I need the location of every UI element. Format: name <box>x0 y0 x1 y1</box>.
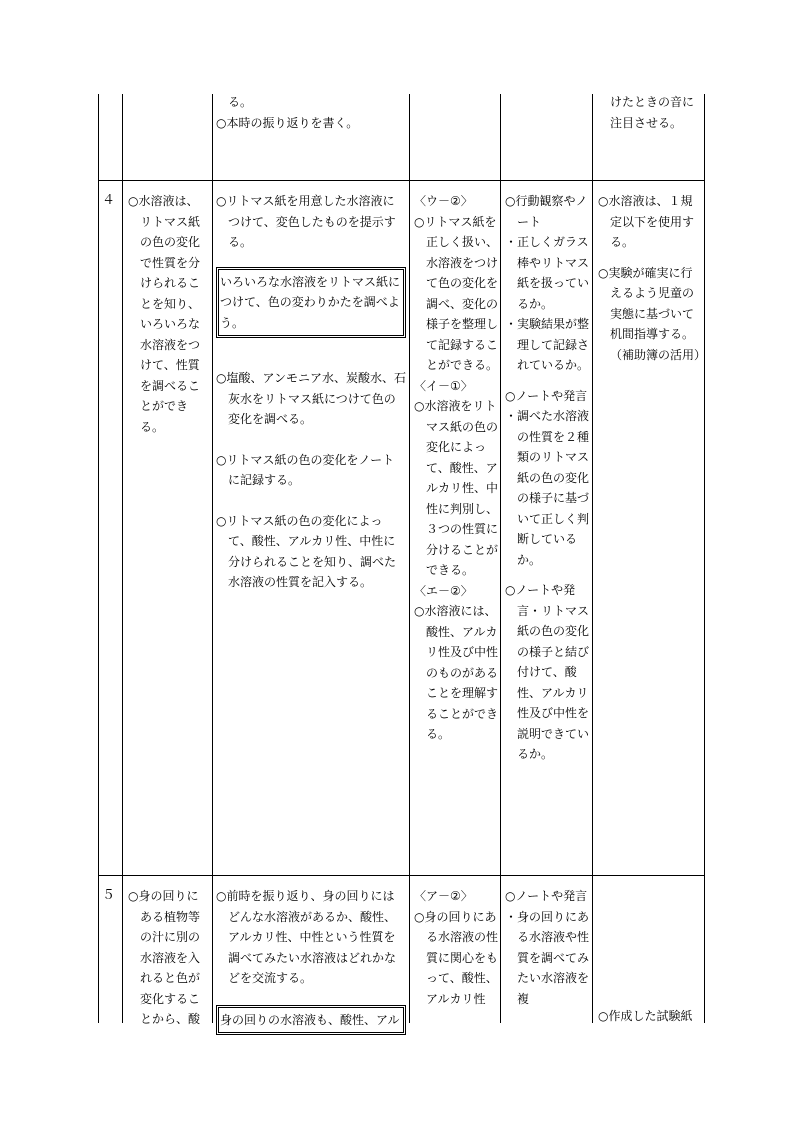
activity-text: ○リトマス紙を用意した水溶液につけて、変色したものを提示する。 <box>216 194 396 249</box>
row-number: ４ <box>102 193 116 208</box>
evaluation-label: 〈ア－②〉 <box>414 889 473 903</box>
learning-task-box <box>216 267 406 339</box>
evaluation-label: 〈ウ－②〉 <box>414 194 473 208</box>
note-text: けたときの音に <box>610 95 695 109</box>
method-text: ・正しくガラス棒やリトマス紙を扱っているか。 <box>505 235 590 311</box>
evaluation-label: 〈エ－②〉 <box>414 583 473 598</box>
row-0-notes <box>598 92 702 133</box>
note-text: ○実験が確実に行えるよう児童の実態に基づいて机間指導する。（補助簿の活用） <box>598 265 707 362</box>
evaluation-text: ○水溶液をリトマス紙の色の変化によって、酸性、アルカリ性、中性に判別し、３つの性質に分けることができる。 <box>414 399 499 577</box>
column-divider <box>592 94 593 1023</box>
row-2-method <box>505 886 590 1009</box>
learning-task-text: 身の回りの水溶液も、酸性、アル <box>220 1012 400 1027</box>
table-border-left <box>98 94 99 1023</box>
goal-text: ○身の回りにある植物等の汁に別の水溶液を入れると色が変化することから、酸 <box>128 889 201 1026</box>
learning-task-text: いろいろな水溶液をリトマス紙につけて、色の変わりかたを調べよう。 <box>220 274 401 330</box>
row-2-activities <box>216 886 406 1035</box>
row-2-notes <box>598 1006 702 1027</box>
method-text: ○ノートや発言 <box>505 388 588 403</box>
row-1-notes <box>598 191 707 365</box>
activity-text: ○前時を振り返り、身の回りにはどんな水溶液があるか、酸性、アルカリ性、中性という性質を調べてみたい水溶液はどれかなどを交流する。 <box>216 889 397 985</box>
activity-text: ○リトマス紙の色の変化によって、酸性、アルカリ性、中性に分けられることを知り、調べた水溶液の性質を記入する。 <box>216 513 397 589</box>
note-text: 注目させる。 <box>610 115 683 130</box>
method-text: ○ノートや発言・リトマス紙の色の変化の様子と結び付けて、酸性、アルカリ性及び中性を説明できているか。 <box>505 583 590 761</box>
row-1-activities <box>216 191 406 593</box>
method-text: ・身の回りにある水溶液や性質を調べてみたい水溶液を複 <box>505 909 590 1006</box>
evaluation-text: ○水溶液には、酸性、アルカリ性及び中性のものがあることを理解することができる。 <box>414 604 499 741</box>
learning-task-box <box>216 1005 406 1036</box>
column-divider <box>122 94 123 1023</box>
method-text: ○行動観察やノート <box>505 194 588 229</box>
method-text: ○ノートや発言 <box>505 889 588 903</box>
row-1-goal <box>128 191 210 437</box>
evaluation-text: ○リトマス紙を正しく扱い、水溶液をつけて色の変化を調べ、変化の様子を整理して記録することができる。 <box>414 214 499 372</box>
column-divider <box>409 94 410 1023</box>
row-1-evaluation <box>414 191 498 745</box>
column-divider <box>212 94 213 1023</box>
note-text: ○作成した試験紙 <box>598 1009 693 1023</box>
activity-text: ○塩酸、アンモニア水、炭酸水、石灰水をリトマス紙につけて色の変化を調べる。 <box>216 371 406 426</box>
column-divider <box>500 94 501 1023</box>
table-border-right <box>704 94 705 1023</box>
goal-text: ○水溶液は、リトマス紙の色の変化で性質を分けられることを知り、いろいろな水溶液をつけて、性質を調べることができる。 <box>128 194 201 434</box>
evaluation-text: ○身の回りにある水溶液の性質に関心をもって、酸性、アルカリ性 <box>414 909 499 1006</box>
note-text: ○水溶液は、１規定以下を使用する。 <box>598 194 695 249</box>
row-divider <box>98 875 705 876</box>
activity-text: ○本時の振り返りを書く。 <box>216 115 359 130</box>
row-2-goal <box>128 886 210 1030</box>
method-text: ・調べた水溶液の性質を２種類のリトマス紙の色の変化の様子に基づいて正しく判断しているか。 <box>505 409 590 567</box>
row-0-activities <box>216 92 406 133</box>
method-text: ・実験結果が整理して記録されているか。 <box>505 317 590 372</box>
evaluation-label: 〈イ－①〉 <box>414 378 473 393</box>
row-2-evaluation <box>414 886 498 1009</box>
activity-text: る。 <box>228 95 253 109</box>
row-number: ５ <box>102 888 116 903</box>
row-divider <box>98 180 705 181</box>
row-1-method <box>505 191 590 765</box>
activity-text: ○リトマス紙の色の変化をノートに記録する。 <box>216 452 395 487</box>
